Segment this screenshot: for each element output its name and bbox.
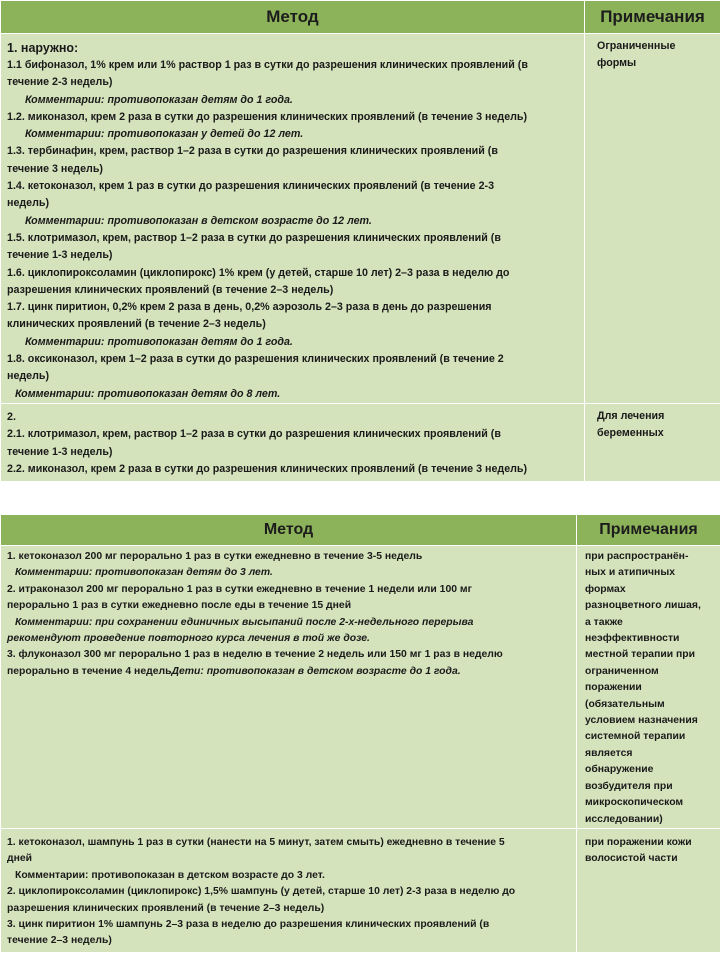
note-line: неэффективности: [585, 631, 712, 647]
method-lines: [7, 57, 578, 403]
note-line: беременных: [597, 425, 708, 442]
method-line: перорально 1 раз в сутки ежедневно после еды в течение 15 дней: [7, 598, 570, 614]
note-line: формах: [585, 582, 712, 598]
method-cell-systemic: [1, 546, 577, 829]
note-line: возбудителя при: [585, 779, 712, 795]
method-line: рекомендуют проведение повторного курса лечения в той же дозе.: [7, 631, 570, 647]
note-line: волосистой части: [585, 851, 712, 867]
method-line: [7, 664, 570, 680]
method-line: 1.2. миконазол, крем 2 раза в сутки до разрешения клинических проявлений (в течение 3 недель): [7, 109, 578, 126]
method-line: течение 3 недель): [7, 161, 578, 178]
method-line: течение 1-3 недель): [7, 444, 578, 461]
method-line: 1.3. тербинафин, крем, раствор 1–2 раза в сутки до разрешения клинических проявлений (в: [7, 143, 578, 160]
note-line: обнаружение: [585, 762, 712, 778]
method-line: Комментарии: противопоказан детям до 1 года.: [7, 334, 578, 351]
method-line: 1.4. кетоконазол, крем 1 раз в сутки до разрешения клинических проявлений (в течение 2-3: [7, 178, 578, 195]
note-line: разноцветного лишая,: [585, 598, 712, 614]
method-line: Комментарии: противопоказан в детском возрасте до 12 лет.: [7, 213, 578, 230]
method-line: Комментарии: противопоказан детям до 3 лет.: [7, 565, 570, 581]
note-line: а также: [585, 615, 712, 631]
method-line: 3. флуконазол 300 мг перорально 1 раз в неделю в течение 2 недель или 150 мг 1 раз в неделю: [7, 647, 570, 663]
notes-cell-limited: [585, 34, 720, 404]
method-line: течение 2-3 недель): [7, 74, 578, 91]
table-systemic-treatment: [0, 514, 720, 953]
method-line: 1.6. циклопироксоламин (циклопирокс) 1% крем (у детей, старше 10 лет) 2–3 раза в неделю до: [7, 265, 578, 282]
note-line: Для лечения: [597, 408, 708, 425]
method-line: 1.5. клотримазол, крем, раствор 1–2 раза в сутки до разрешения клинических проявлений (в: [7, 230, 578, 247]
note-line: микроскопическом: [585, 795, 712, 811]
note-line: при распространён-: [585, 549, 712, 565]
note-line: местной терапии при: [585, 647, 712, 663]
method-line: Комментарии: при сохранении единичных высыпаний после 2-х-недельного перерыва: [7, 615, 570, 631]
note-line: ограниченном: [585, 664, 712, 680]
note-line: при поражении кожи: [585, 835, 712, 851]
method-cell-pregnant: [1, 403, 585, 481]
method-line: разрешения клинических проявлений (в течение 2–3 недель): [7, 901, 570, 917]
method-line: недель): [7, 195, 578, 212]
header-method: Метод: [1, 1, 585, 34]
method-line: 1.1 бифоназол, 1% крем или 1% раствор 1 раз в сутки до разрешения клинических проявлений (в: [7, 57, 578, 74]
method-line: 2.1. клотримазол, крем, раствор 1–2 раза в сутки до разрешения клинических проявлений (в: [7, 426, 578, 443]
note-line: формы: [597, 55, 708, 72]
method-line: Комментарии: противопоказан у детей до 12 лет.: [7, 126, 578, 143]
method-line: Комментарии: противопоказан в детском возрасте до 3 лет.: [7, 868, 570, 884]
method-line: Комментарии: противопоказан детям до 8 лет.: [7, 386, 578, 403]
note-line: (обязательным: [585, 697, 712, 713]
method-lines: [7, 835, 570, 950]
method-cell-external: [1, 34, 585, 404]
method-line: 3. цинк пиритион 1% шампунь 2–3 раза в неделю до разрешения клинических проявлений (в: [7, 917, 570, 933]
header-notes: Примечания: [577, 515, 720, 546]
notes-cell-scalp: [577, 828, 720, 952]
method-line: разрешения клинических проявлений (в течение 2–3 недель): [7, 282, 578, 299]
method-line: Комментарии: противопоказан детям до 1 года.: [7, 92, 578, 109]
method-line: 2.2. миконазол, крем 2 раза в сутки до разрешения клинических проявлений (в течение 3 недель): [7, 461, 578, 478]
note-line: Ограниченные: [597, 38, 708, 55]
header-method: Метод: [1, 515, 577, 546]
note-line: системной терапии: [585, 729, 712, 745]
method-line: 1.8. оксиконазол, крем 1–2 раза в сутки до разрешения клинических проявлений (в течение 2: [7, 351, 578, 368]
method-lines: [7, 549, 570, 664]
note-line: ных и атипичных: [585, 565, 712, 581]
method-line: 1. кетоконазол 200 мг перорально 1 раз в сутки ежедневно в течение 3-5 недель: [7, 549, 570, 565]
method-line: 2.: [7, 409, 578, 426]
method-line: 2. циклопироксоламин (циклопирокс) 1,5% шампунь (у детей, старше 10 лет) 2-3 раза в неделю до: [7, 884, 570, 900]
notes-cell-pregnant: [585, 403, 720, 481]
note-lines: [585, 549, 712, 828]
method-line: 2. итраконазол 200 мг перорально 1 раз в сутки ежедневно в течение 1 недели или 100 мг: [7, 582, 570, 598]
method-line: недель): [7, 368, 578, 385]
section-title: 1. наружно:: [7, 36, 578, 57]
note-line: исследовании): [585, 812, 712, 828]
method-line-comment: Дети: противопоказан в детском возрасте до 1 года.: [171, 666, 460, 677]
method-line: дней: [7, 851, 570, 867]
note-line: является: [585, 746, 712, 762]
method-line: 1.7. цинк пиритион, 0,2% крем 2 раза в день, 0,2% аэрозоль 2–3 раза в день до разрешения: [7, 299, 578, 316]
method-cell-scalp: [1, 828, 577, 952]
note-line: поражении: [585, 680, 712, 696]
method-line: клинических проявлений (в течение 2–3 недель): [7, 316, 578, 333]
method-line: течение 1-3 недель): [7, 247, 578, 264]
method-line-text: перорально в течение 4 недель: [7, 666, 171, 677]
notes-cell-systemic: [577, 546, 720, 829]
method-line: течение 2–3 недель): [7, 933, 570, 949]
method-line: 1. кетоконазол, шампунь 1 раз в сутки (нанести на 5 минут, затем смыть) ежедневно в течение 5: [7, 835, 570, 851]
note-line: условием назначения: [585, 713, 712, 729]
header-notes: Примечания: [585, 1, 720, 34]
